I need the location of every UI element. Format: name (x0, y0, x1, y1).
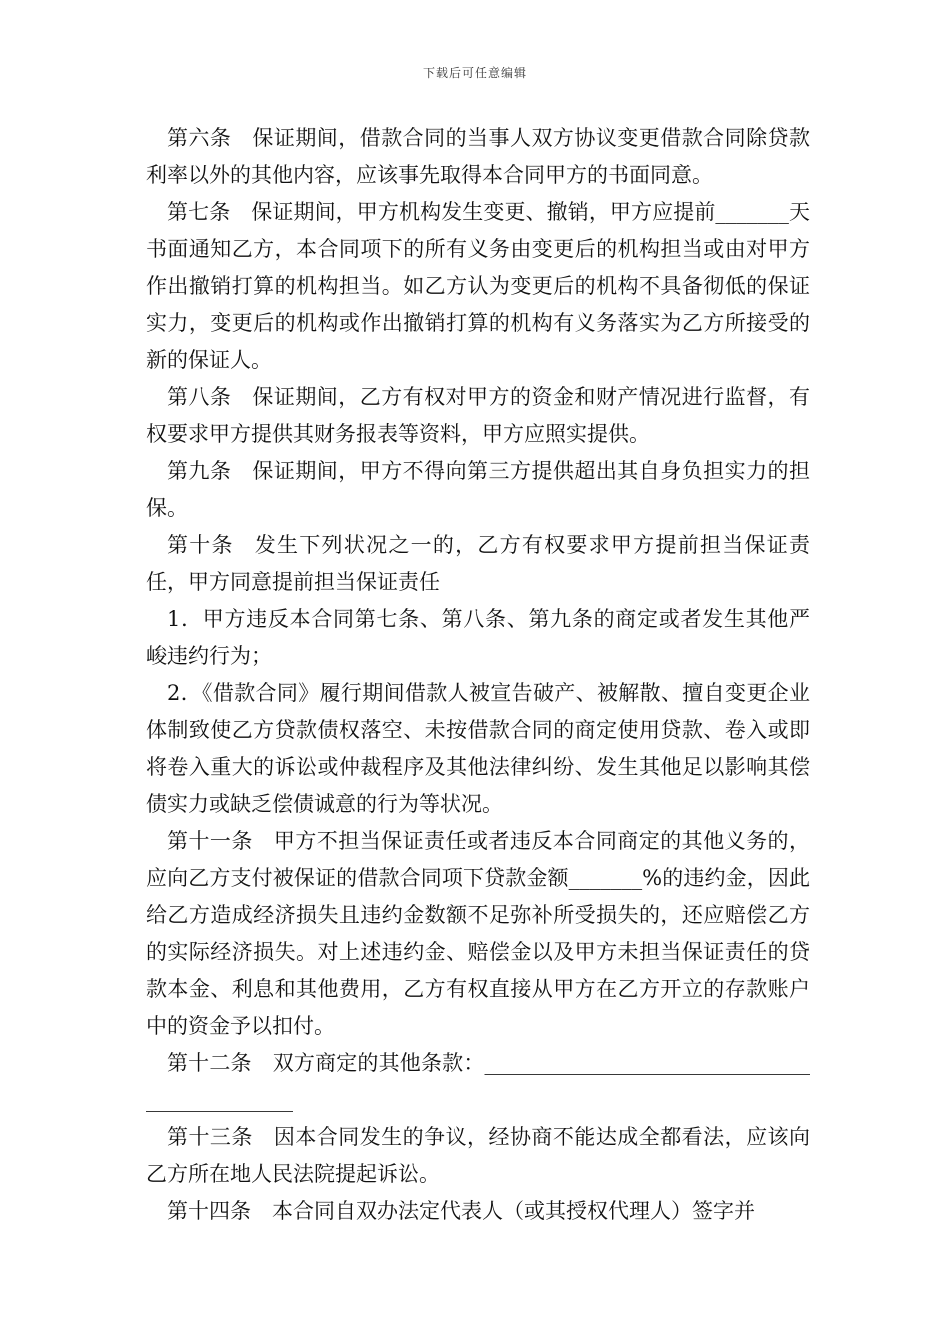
item-text: 2．《借款合同》履行期间借款人被宣告破产、被解散、擅自变更企业体制致使乙方贷款债权落空、未按借款合同的商定使用贷款、卷入或即将卷入重大的诉讼或仲裁程序及其他法律纠纷、发生其他足以影响其偿债实力或缺乏偿债诚意的行为等状况。 (146, 681, 810, 816)
article-text: 保证期间，甲方不得向第三方提供超出其自身负担实力的担保。 (146, 459, 811, 520)
article-11 (146, 823, 810, 1045)
article-title: 第十二条 (167, 1051, 252, 1075)
article-title: 第七条 (167, 200, 231, 224)
article-text: 本合同自双办法定代表人（或其授权代理人）签字并 (272, 1199, 755, 1223)
article-10-item-2 (146, 675, 810, 823)
article-text: 保证期间，乙方有权对甲方的资金和财产情况进行监督，有权要求甲方提供其财务报表等资料，甲方应照实提供。 (146, 385, 811, 446)
page-header-note: 下载后可任意编辑 (422, 66, 527, 80)
article-title: 第六条 (167, 126, 232, 150)
item-text: 1．甲方违反本合同第七条、第八条、第九条的商定或者发生其他严峻违约行为； (146, 607, 810, 668)
article-title: 第十条 (167, 533, 234, 557)
article-14 (146, 1193, 810, 1230)
article-6 (146, 120, 810, 194)
article-13 (146, 1119, 810, 1193)
article-10-item-1 (146, 601, 810, 675)
article-title: 第九条 (167, 459, 232, 483)
article-title: 第十三条 (167, 1125, 253, 1149)
article-text: 保证期间，借款合同的当事人双方协议变更借款合同除贷款利率以外的其他内容，应该事先取得本合同甲方的书面同意。 (146, 126, 811, 187)
article-text: 甲方不担当保证责任或者违反本合同商定的其他义务的，应向乙方支付被保证的借款合同项下贷款金额_______%的违约金，因此给乙方造成经济损失且违约金数额不足弥补所受损失的，还应赔偿乙方的实际经济损失。对上述违约金、赔偿金以及甲方未担当保证责任的贷款本金、利息和其他费用，乙方有权直接从甲方在乙方开立的存款账户中的资金予以扣付。 (146, 829, 810, 1038)
article-8 (146, 379, 810, 453)
article-text: 双方商定的其他条款：_____________________________________________ (146, 1051, 811, 1112)
article-12 (146, 1045, 810, 1119)
article-7 (146, 194, 810, 379)
article-10 (146, 527, 810, 601)
article-9 (146, 453, 810, 527)
article-text: 因本合同发生的争议，经协商不能达成全都看法，应该向乙方所在地人民法院提起诉讼。 (146, 1125, 810, 1186)
contract-body (146, 120, 810, 1230)
article-text: 保证期间，甲方机构发生变更、撤销，甲方应提前_______天书面通知乙方，本合同项下的所有义务由变更后的机构担当或由对甲方作出撤销打算的机构担当。如乙方认为变更后的机构不具备彻低的保证实力，变更后的机构或作出撤销打算的机构有义务落实为乙方所接受的新的保证人。 (146, 200, 811, 372)
article-title: 第十一条 (167, 829, 253, 853)
article-text: 发生下列状况之一的，乙方有权要求甲方提前担当保证责任，甲方同意提前担当保证责任 (146, 533, 811, 594)
article-title: 第八条 (167, 385, 232, 409)
article-title: 第十四条 (167, 1199, 251, 1223)
